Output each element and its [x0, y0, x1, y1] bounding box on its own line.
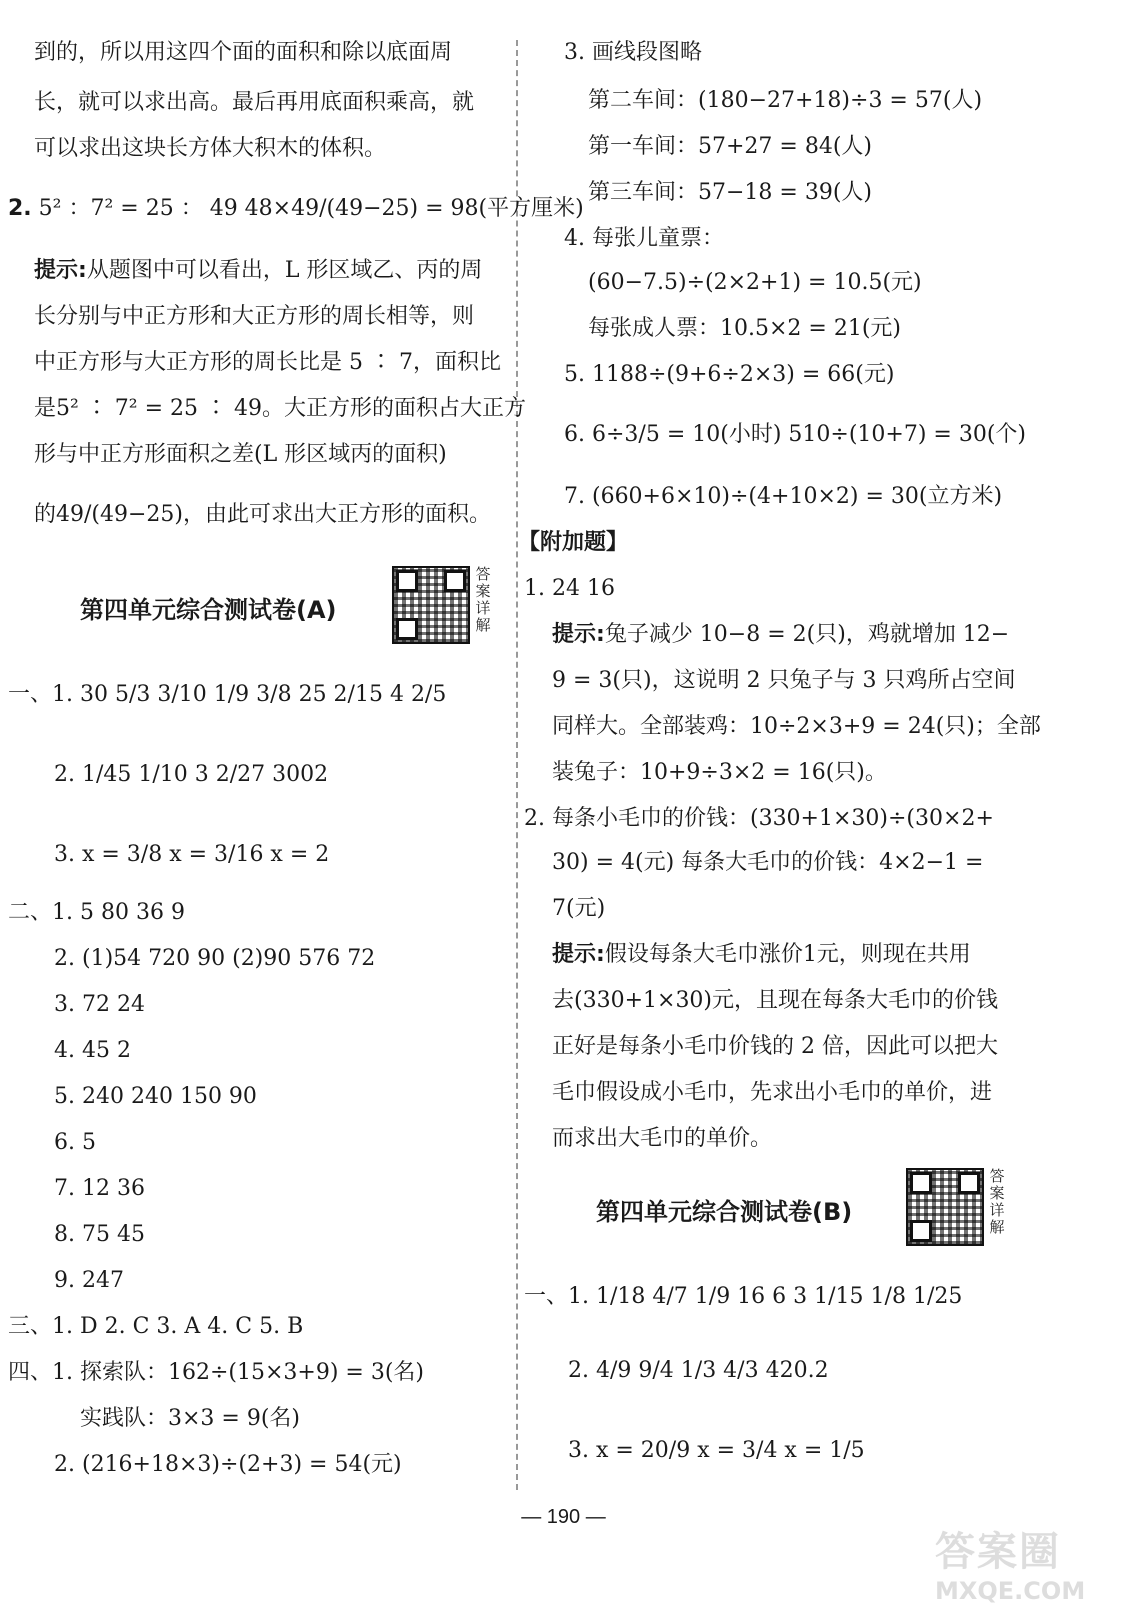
- extra-q2-tip-3: 正好是每条小毛巾价钱的 2 倍，因此可以把大: [552, 1034, 998, 1059]
- left-part4-q1b: 实践队：3×3 = 9(名): [80, 1406, 301, 1431]
- extra-q2-line-1: 2. 每条小毛巾的价钱：(330+1×30)÷(30×2+: [524, 806, 994, 831]
- right-line-6: (60−7.5)÷(2×2+1) = 10.5(元): [588, 270, 922, 295]
- left-part2-q5: 5. 240 240 150 90: [54, 1084, 257, 1109]
- column-separator: [516, 40, 518, 1490]
- right-part1-q1: 一、1. 1/18 4/7 1/9 16 6 3 1/15 1/8 1/25: [524, 1284, 963, 1309]
- qr-label-b: 答案详解: [989, 1167, 1005, 1236]
- left-part3: 三、1. D 2. C 3. A 4. C 5. B: [8, 1314, 304, 1339]
- extra-tip-line-4: 装兔子：10+9÷3×2 = 16(只)。: [552, 760, 887, 785]
- right-line-8: 5. 1188÷(9+6÷2×3) = 66(元): [564, 362, 895, 387]
- page-number: — 190 —: [521, 1506, 606, 1528]
- extra-tip-line-1: 提示:兔子减少 10−8 = 2(只)，鸡就增加 12−: [552, 622, 1010, 647]
- right-part1-q3: 3. x = 20/9 x = 3/4 x = 1/5: [568, 1438, 865, 1463]
- left-tip-line-6: 的49/(49−25)，由此可求出大正方形的面积。: [34, 502, 491, 527]
- left-part4-q1: 四、1. 探索队：162÷(15×3+9) = 3(名): [8, 1360, 425, 1385]
- left-part4-q2: 2. (216+18×3)÷(2+3) = 54(元): [54, 1452, 402, 1477]
- item-2-answer: 5² ：7² = 25 ： 49 48×49/(49−25) = 98(平方厘米): [38, 196, 584, 221]
- left-tip-line-1: 提示:从题图中可以看出，L 形区域乙、丙的周: [34, 258, 483, 283]
- extra-q2-tip-4: 毛巾假设成小毛巾，先求出小毛巾的单价，进: [552, 1080, 993, 1105]
- right-line-1: 3. 画线段图略: [564, 40, 702, 65]
- right-line-5: 4. 每张儿童票：: [564, 226, 724, 251]
- left-part2-q4: 4. 45 2: [54, 1038, 131, 1063]
- left-line-1: 到的，所以用这四个面的面积和除以底面周: [34, 40, 453, 65]
- left-part2-q6: 6. 5: [54, 1130, 96, 1155]
- extra-q1: 1. 24 16: [524, 576, 615, 601]
- qr-code-a[interactable]: [392, 566, 470, 644]
- right-line-10: 7. (660+6×10)÷(4+10×2) = 30(立方米): [564, 484, 1003, 509]
- right-line-3: 第一车间：57+27 = 84(人): [588, 134, 873, 159]
- extra-q2-tip-2: 去(330+1×30)元，且现在每条大毛巾的价钱: [552, 988, 999, 1013]
- left-part1-q2: 2. 1/45 1/10 3 2/27 3002: [54, 762, 329, 787]
- watermark-logo: 答案圈 MXQE.COM: [935, 1529, 1086, 1605]
- extra-q2-line-3: 7(元): [552, 896, 606, 921]
- extra-q2-tip-1: 提示:假设每条大毛巾涨价1元，则现在共用: [552, 942, 971, 967]
- extra-tip-line-2: 9 = 3(只)，这说明 2 只兔子与 3 只鸡所占空间: [552, 668, 1016, 693]
- left-tip-line-5: 形与中正方形面积之差(L 形区域丙的面积): [34, 442, 447, 467]
- left-part2-q1: 二、1. 5 80 36 9: [8, 900, 185, 925]
- right-line-2: 第二车间：(180−27+18)÷3 = 57(人): [588, 88, 983, 113]
- item-number: 2.: [8, 196, 32, 221]
- left-part2-q8: 8. 75 45: [54, 1222, 145, 1247]
- right-line-9: 6. 6÷3/5 = 10(小时) 510÷(10+7) = 30(个): [564, 422, 1026, 447]
- section-title-b: 第四单元综合测试卷(B): [596, 1198, 853, 1226]
- left-part2-q2: 2. (1)54 720 90 (2)90 576 72: [54, 946, 376, 971]
- section-title-a: 第四单元综合测试卷(A): [80, 596, 337, 624]
- extra-q2-line-2: 30) = 4(元) 每条大毛巾的价钱：4×2−1 =: [552, 850, 984, 875]
- left-part2-q7: 7. 12 36: [54, 1176, 145, 1201]
- right-part1-q2: 2. 4/9 9/4 1/3 4/3 420.2: [568, 1358, 829, 1383]
- extra-q2-tip-5: 而求出大毛巾的单价。: [552, 1126, 773, 1151]
- right-line-7: 每张成人票：10.5×2 = 21(元): [588, 316, 901, 341]
- qr-label-a: 答案详解: [475, 565, 491, 634]
- extra-tip-line-3: 同样大。全部装鸡：10÷2×3+9 = 24(只)；全部: [552, 714, 1041, 739]
- right-line-4: 第三车间：57−18 = 39(人): [588, 180, 873, 205]
- left-line-2: 长，就可以求出高。最后再用底面积乘高，就: [34, 90, 475, 115]
- tip-label: 提示:: [34, 258, 87, 283]
- left-part2-q3: 3. 72 24: [54, 992, 145, 1017]
- qr-code-b[interactable]: [906, 1168, 984, 1246]
- left-line-3: 可以求出这块长方体大积木的体积。: [34, 136, 387, 161]
- tip-label: 提示:: [552, 622, 605, 647]
- left-part1-q3: 3. x = 3/8 x = 3/16 x = 2: [54, 842, 330, 867]
- left-tip-line-2: 长分别与中正方形和大正方形的周长相等，则: [34, 304, 475, 329]
- tip-label: 提示:: [552, 942, 605, 967]
- left-part1-q1: 一、1. 30 5/3 3/10 1/9 3/8 25 2/15 4 2/5: [8, 682, 447, 707]
- left-part2-q9: 9. 247: [54, 1268, 124, 1293]
- left-tip-line-3: 中正方形与大正方形的周长比是 5 ∶ 7，面积比: [34, 350, 501, 375]
- extra-heading: 【附加题】: [518, 530, 629, 555]
- left-tip-line-4: 是5² ∶ 7² = 25 ∶ 49。大正方形的面积占大正方: [34, 396, 527, 421]
- left-item-2: [8, 194, 584, 224]
